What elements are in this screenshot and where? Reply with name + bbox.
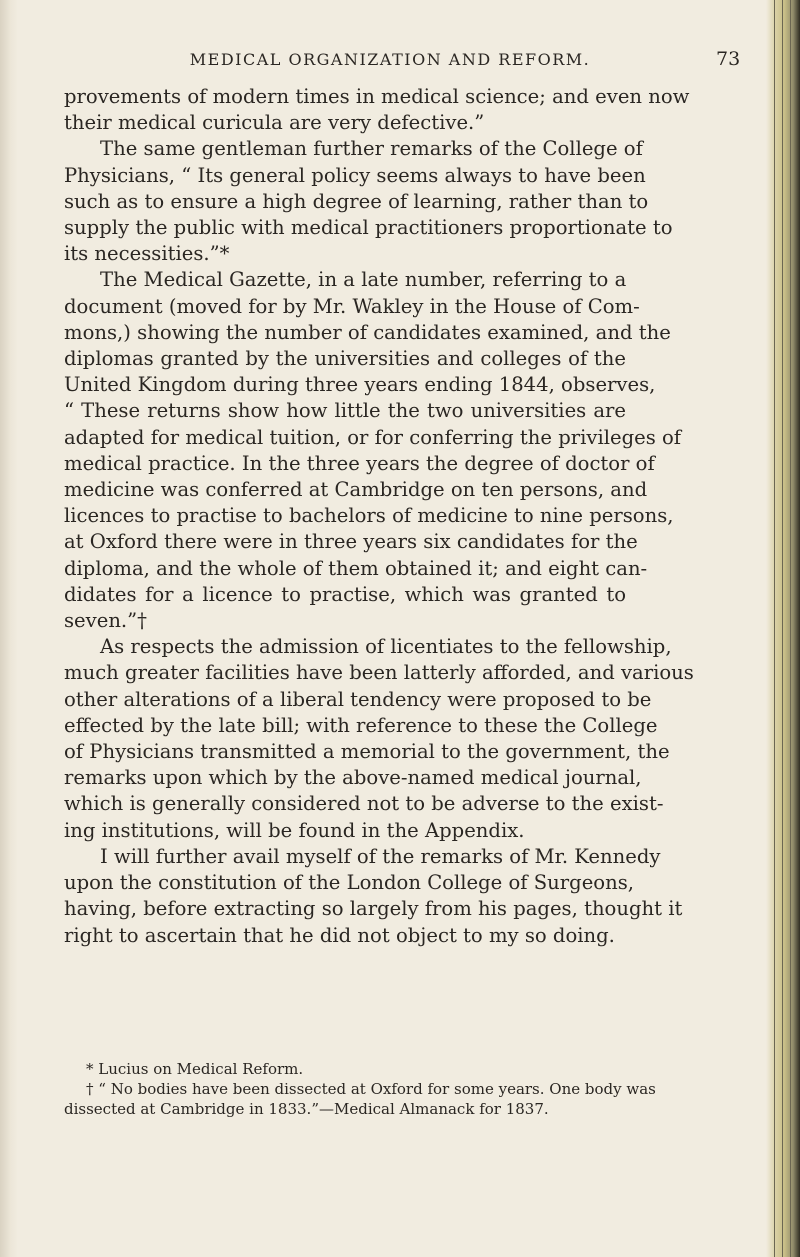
body-text-line: diploma, and the whole of them obtained it; and eight can-	[64, 556, 648, 580]
body-text-line: Physicians, “ Its general policy seems always to have been	[64, 163, 646, 187]
body-text-line: ing institutions, will be found in the Appendix.	[64, 818, 525, 842]
body-text-line: other alterations of a liberal tendency were proposed to be	[64, 687, 652, 711]
body-text	[64, 84, 694, 949]
page-left-edge	[0, 0, 18, 1257]
footnote-line: † “ No bodies have been dissected at Oxford for some years. One body was	[86, 1080, 656, 1098]
body-text-line: right to ascertain that he did not object to my so doing.	[64, 923, 615, 947]
body-text-line: mons,) showing the number of candidates examined, and the	[64, 320, 671, 344]
body-text-line: “ These returns show how little the two universities are	[64, 399, 626, 423]
body-text-line: medical practice. In the three years the degree of doctor of	[64, 451, 655, 475]
body-text-line: adapted for medical tuition, or for conferring the privileges of	[64, 425, 682, 449]
body-text-line: provements of modern times in medical science; and even now	[64, 85, 690, 108]
page-number: 73	[716, 48, 741, 70]
body-text-line: at Oxford there were in three years six candidates for the	[64, 530, 638, 554]
running-header: MEDICAL ORGANIZATION AND REFORM.	[189, 50, 591, 69]
body-text-line: of Physicians transmitted a memorial to the government, the	[64, 740, 670, 764]
body-text-line: diplomas granted by the universities and colleges of the	[64, 347, 626, 371]
body-text-line: licences to practise to bachelors of medicine to nine persons,	[64, 504, 674, 528]
body-text-line: I will further avail myself of the remarks of Mr. Kennedy	[100, 844, 661, 868]
body-text-line: United Kingdom during three years ending 1844, observes,	[64, 373, 656, 397]
body-text-line: didates for a licence to practise, which was granted to	[64, 582, 626, 606]
footnote-line: dissected at Cambridge in 1833.”—Medical Almanack for 1837.	[64, 1100, 549, 1118]
body-text-line: their medical curicula are very defective.”	[64, 111, 485, 135]
body-text-line: medicine was conferred at Cambridge on ten persons, and	[64, 478, 648, 502]
body-text-line: supply the public with medical practitioners proportionate to	[64, 216, 673, 240]
body-text-line: The same gentleman further remarks of the College of	[100, 137, 643, 161]
body-text-line: upon the constitution of the London College of Surgeons,	[64, 871, 634, 895]
footnote-line: * Lucius on Medical Reform.	[86, 1060, 304, 1078]
body-text-line: remarks upon which by the above-named medical journal,	[64, 766, 642, 790]
body-text-line: seven.”†	[64, 609, 147, 633]
body-text-line: document (moved for by Mr. Wakley in the House of Com-	[64, 294, 640, 318]
body-text-line: As respects the admission of licentiates to the fellowship,	[100, 635, 672, 659]
body-text-line: effected by the late bill; with reference to these the College	[64, 713, 658, 737]
body-text-line: its necessities.”*	[64, 242, 230, 266]
body-text-line: having, before extracting so largely from his pages, thought it	[64, 897, 683, 921]
footnotes	[64, 1059, 656, 1119]
body-text-line: The Medical Gazette, in a late number, referring to a	[100, 268, 627, 292]
body-text-line: which is generally considered not to be adverse to the exist-	[64, 792, 664, 816]
book-spine-edge	[766, 0, 800, 1257]
body-text-line: such as to ensure a high degree of learning, rather than to	[64, 189, 649, 213]
body-text-line: much greater facilities have been latterly afforded, and various	[64, 661, 694, 685]
